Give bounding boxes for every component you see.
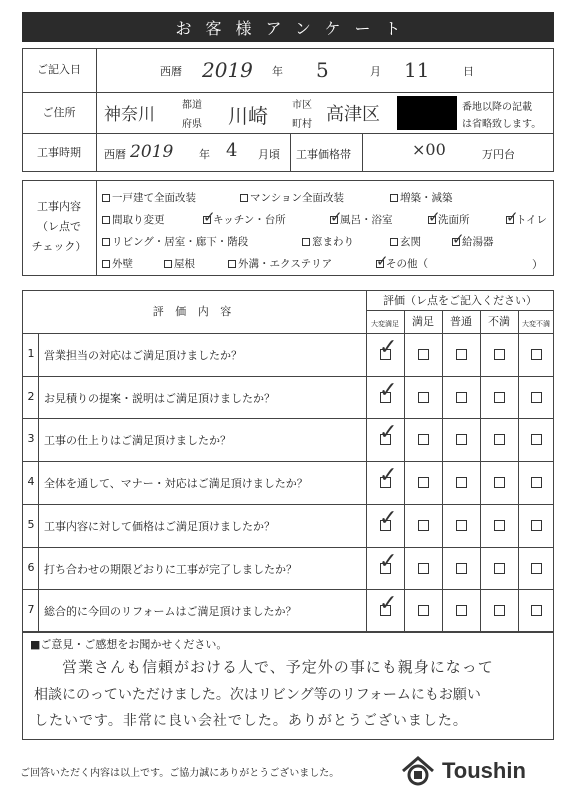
divider [22,333,554,334]
address-note-2: は省略致します。 [462,119,542,130]
divider [22,133,554,134]
check-mark-icon: ✓ [203,208,216,226]
rating-checkbox[interactable] [418,605,429,616]
work-item[interactable]: 増築・減築 [390,190,453,205]
work-label-2: （レ点で [37,220,81,233]
logo [400,754,550,790]
divider [96,48,97,172]
date-day-unit: 日 [463,65,474,78]
survey-title: お客様アンケート [22,12,554,42]
checkbox[interactable] [506,208,519,226]
date-year: 2019 [202,58,253,82]
price-unit: 万円台 [482,148,515,161]
divider [22,376,554,377]
rating-checkbox[interactable] [494,520,505,531]
rating-checkbox[interactable] [418,434,429,445]
divider [362,133,363,172]
question-text: 全体を通して、マナー・対応はご満足頂けましたか？ [44,477,308,491]
period-year: 2019 [130,142,174,162]
checkbox[interactable] [203,208,216,226]
rating-checkbox[interactable] [418,563,429,574]
divider [22,461,554,462]
work-item[interactable]: マンション全面改装 [240,190,344,205]
rating-checkbox[interactable] [418,349,429,360]
question-text: 打ち合わせの期限どおりに工事が完了しましたか？ [44,562,297,576]
question-text: 総合的に今回のリフォームはご満足頂けましたか？ [44,605,297,619]
work-item[interactable]: 外壁 [102,256,133,271]
divider [442,310,443,632]
pref-unit-top: 都道 [182,100,202,111]
address-note-1: 番地以降の記載 [462,102,532,113]
date-month: 5 [316,58,329,82]
checkbox[interactable] [102,194,110,202]
date-year-unit: 年 [272,65,283,78]
work-item[interactable]: ✓ トイレ [506,208,547,226]
divider [22,547,554,548]
address-label: ご住所 [42,106,76,119]
date-month-unit: 月 [370,65,381,78]
checkbox[interactable] [452,230,465,248]
other-close-paren: ） [532,258,543,271]
rating-very-satisfied: 大変満足 [371,320,399,328]
date-day: 11 [404,58,430,82]
check-mark-icon: ✓ [506,208,519,226]
divider [480,310,481,632]
footer-note: ご回答いただく内容は以上です。ご協力誠にありがとうございました。 [20,768,340,779]
question-text: 工事の仕上りはご満足頂けましたか？ [44,434,231,448]
comments-label: ■ご意見・ご感想をお聞かせください。 [30,638,228,651]
rating-checkbox[interactable] [531,605,542,616]
divider [22,418,554,419]
comment-line-2: 相談にのっていただけました。次はリビング等のリフォームにもお願い [34,687,481,703]
rating-checkbox[interactable] [456,563,467,574]
work-item[interactable]: ✓ その他（ [376,252,428,270]
checkbox[interactable] [390,238,398,246]
rating-checkbox[interactable] [494,392,505,403]
rating-checkbox[interactable] [531,349,542,360]
rating-checkbox[interactable] [418,520,429,531]
work-item[interactable]: 一戸建て全面改装 [102,190,196,205]
rating-checkbox[interactable] [456,520,467,531]
rating-checkbox[interactable] [494,434,505,445]
rating-checkbox[interactable] [456,605,467,616]
period-label: 工事時期 [37,146,81,159]
check-mark-icon: ✓ [379,377,398,403]
divider [290,133,291,172]
city: 川崎 [228,104,268,128]
checkbox[interactable] [428,208,441,226]
check-mark-icon: ✓ [452,230,465,248]
divider [22,504,554,505]
rating-checkbox[interactable] [494,477,505,488]
check-mark-icon: ✓ [379,335,398,360]
rating-checkbox[interactable] [456,434,467,445]
checkbox[interactable] [228,260,236,268]
check-mark-icon: ✓ [379,548,398,574]
checkbox[interactable] [102,238,110,246]
period-year-unit: 年 [199,148,210,161]
check-mark-icon: ✓ [376,252,389,270]
rating-checkbox[interactable] [494,563,505,574]
check-mark-icon: ✓ [330,208,343,226]
checkbox[interactable] [164,260,172,268]
divider [38,333,39,632]
city-unit-bottom: 町村 [292,119,312,130]
work-item[interactable]: 屋根 [164,256,195,271]
rating-neutral: 普通 [450,315,472,328]
rating-checkbox[interactable] [531,477,542,488]
checkbox[interactable] [302,238,310,246]
check-mark-icon: ✓ [379,420,398,446]
checkbox[interactable] [102,216,110,224]
divider [22,589,554,590]
work-item[interactable]: ✓ 洗面所 [428,208,470,226]
pref-unit-bottom: 府県 [182,119,202,130]
checkbox[interactable] [376,252,389,270]
content-header: 評 価 内 容 [152,305,236,318]
work-label-1: 工事内容 [37,200,81,213]
question-number: 4 [27,475,35,489]
redaction-block [397,96,457,130]
rating-checkbox[interactable] [418,392,429,403]
work-item[interactable]: ✓ 風呂・浴室 [330,208,393,226]
work-item[interactable]: 玄関 [390,234,421,249]
logo-text: Toushin [442,758,526,783]
check-mark-icon: ✓ [379,591,398,617]
checkbox[interactable] [390,194,398,202]
divider [96,180,97,276]
work-label-3: チェック） [31,240,87,253]
checkbox[interactable] [330,208,343,226]
price-value: ×00 [412,140,446,159]
rating-checkbox[interactable] [531,520,542,531]
date-label: ご記入日 [37,63,81,76]
rating-checkbox[interactable] [456,477,467,488]
question-text: 営業担当の対応はご満足頂けましたか？ [44,349,242,362]
work-item[interactable]: 外溝・エクステリア [228,256,332,271]
prefecture: 神奈川 [104,105,155,125]
check-mark-icon: ✓ [379,463,398,489]
rating-satisfied: 満足 [412,315,434,328]
question-text: お見積りの提案・説明はご満足頂けましたか？ [44,391,275,405]
rating-checkbox[interactable] [456,392,467,403]
rating-checkbox[interactable] [456,349,467,360]
divider [366,310,554,311]
rating-dissatisfied: 不満 [488,315,510,328]
rating-checkbox[interactable] [418,477,429,488]
rating-checkbox[interactable] [531,434,542,445]
question-text: 工事内容に対して価格はご満足頂けましたか？ [44,519,275,533]
comment-line-3: したいです。非常に良い会社でした。ありがとうございました。 [34,713,468,729]
date-era: 西暦 [160,65,182,78]
divider [404,310,405,632]
rating-checkbox[interactable] [531,392,542,403]
city-unit-top: 市区 [292,100,312,111]
check-mark-icon: ✓ [379,505,398,531]
ward: 高津区 [326,104,380,125]
house-logo-icon [400,754,436,788]
rating-checkbox[interactable] [531,563,542,574]
rating-checkbox[interactable] [494,605,505,616]
work-item[interactable]: ✓ 給湯器 [452,230,494,248]
check-mark-icon: ✓ [428,208,441,226]
period-era: 西暦 [104,148,126,161]
work-item[interactable]: ✓ キッチン・台所 [203,208,286,226]
period-month-unit: 月頃 [258,148,280,161]
question-number: 6 [27,560,35,574]
work-item[interactable]: 間取り変更 [102,212,165,227]
question-number: 1 [27,347,35,360]
divider [518,310,519,632]
rating-checkbox[interactable] [494,349,505,360]
price-label: 工事価格帯 [296,148,351,161]
checkbox[interactable] [240,194,248,202]
checkbox[interactable] [102,260,110,268]
comment-line-1: 営業さんも信頼がおける人で、予定外の事にも親身になって [62,658,494,676]
question-number: 5 [27,517,35,531]
work-item[interactable]: 窓まわり [302,234,354,249]
divider [22,92,554,93]
rating-header: 評価（レ点をご記入ください） [383,294,537,307]
rating-very-dissatisfied: 大変不満 [522,320,550,328]
question-number: 3 [27,432,35,446]
question-number: 2 [27,389,35,403]
work-item[interactable]: リビング・居室・廊下・階段 [102,234,248,249]
question-number: 7 [27,603,35,617]
period-month: 4 [226,140,238,161]
